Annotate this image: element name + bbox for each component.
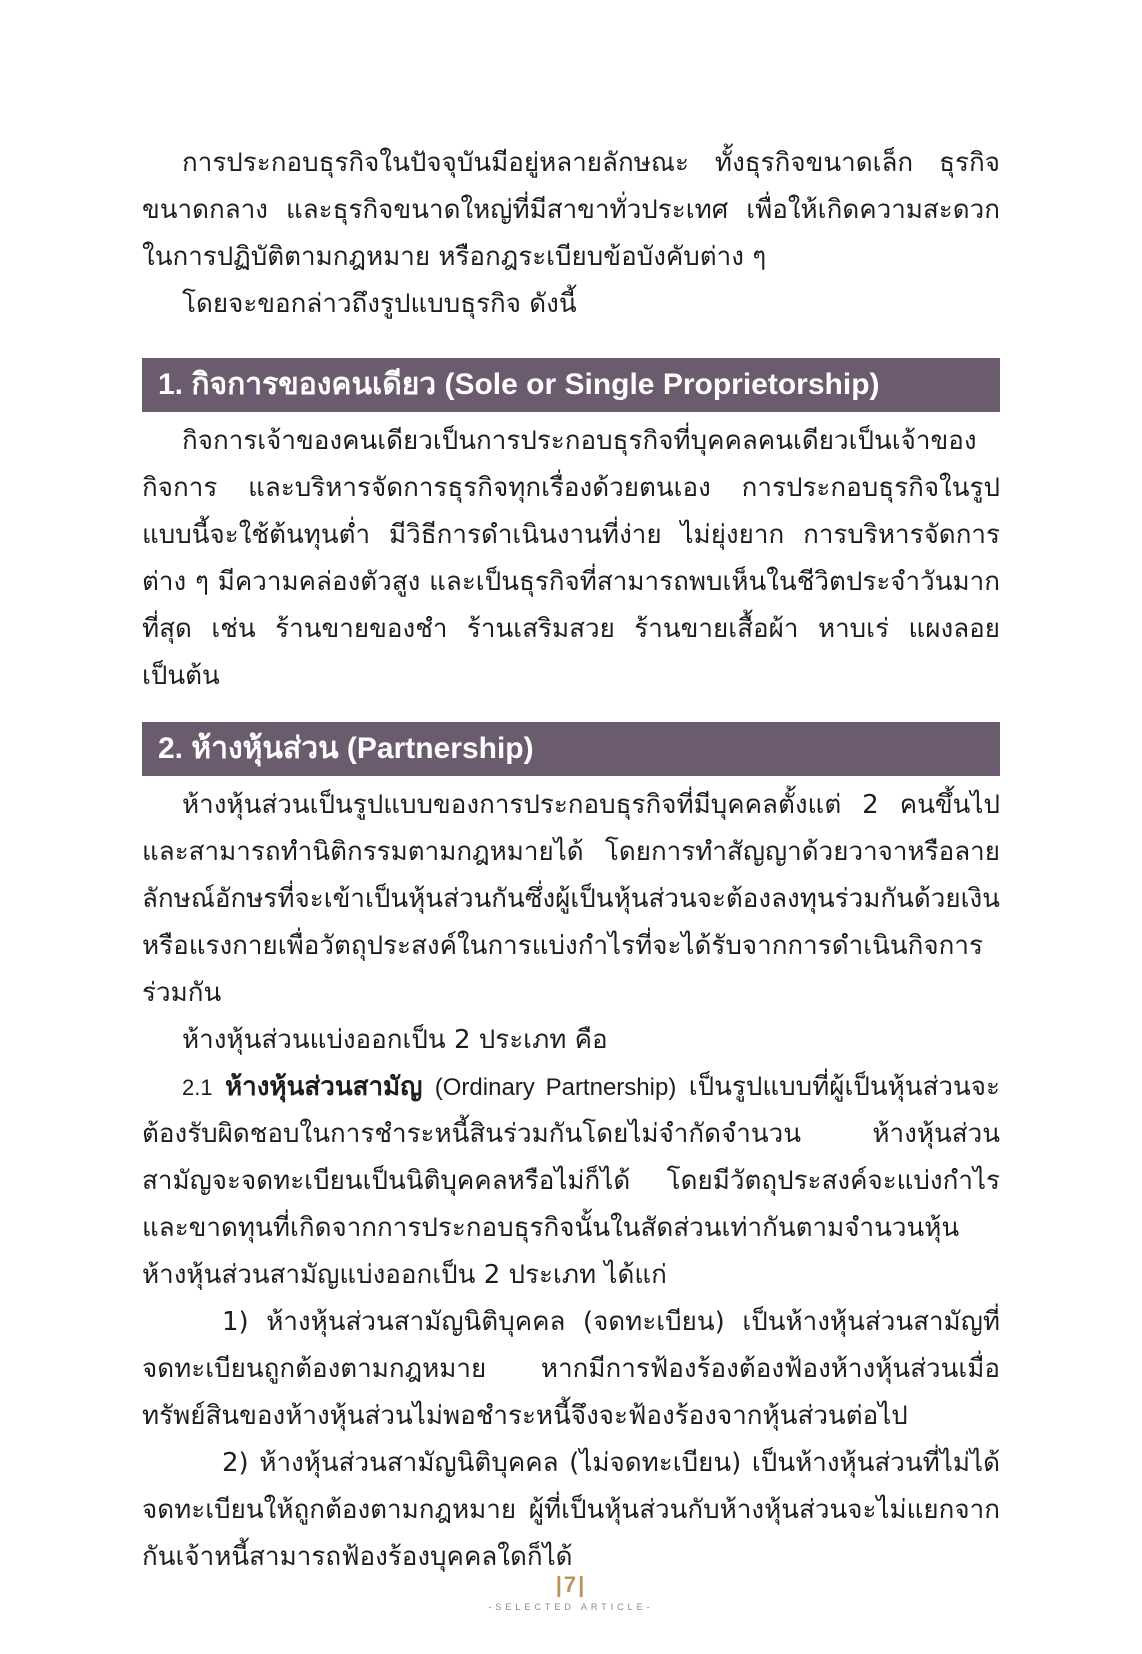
section-1-body: กิจการเจ้าของคนเดียวเป็นการประกอบธุรกิจที่บุคคลคนเดียวเป็นเจ้าของกิจการ และบริหารจัดการธุรกิจทุกเรื่องด้วยตนเอง การประกอบธุรกิจในรูปแบบนี้จะใช้ต้นทุนต่ำ มีวิธีการดำเนินงานที่ง่าย ไม่ยุ่งยาก การบริหารจัดการต่าง ๆ มีความคล่องตัวสูง และเป็นธุรกิจที่สามารถพบเห็นในชีวิตประจำวันมากที่สุด เช่น ร้านขายของชำ ร้านเสริมสวย ร้านขายเสื้อผ้า หาบเร่ แผงลอย เป็นต้น [142,426,1000,691]
page-footer [0,1572,1142,1612]
section-2-body: ห้างหุ้นส่วนเป็นรูปแบบของการประกอบธุรกิจที่มีบุคคลตั้งแต่ 2 คนขึ้นไป และสามารถทำนิติกรรมตามกฎหมายได้ โดยการทำสัญญาด้วยวาจาหรือลายลักษณ์อักษรที่จะเข้าเป็นหุ้นส่วนกันซึ่งผู้เป็นหุ้นส่วนจะต้องลงทุนร่วมกันด้วยเงินหรือแรงกายเพื่อวัตถุประสงค์ในการแบ่งกำไรที่จะได้รับจากการดำเนินกิจการร่วมกัน [142,790,1000,1008]
footer-label: -SELECTED ARTICLE- [488,1602,654,1612]
subsection-2-1 [142,1064,1000,1299]
section-2-types-intro: ห้างหุ้นส่วนแบ่งออกเป็น 2 ประเภท คือ [182,1025,608,1055]
section-1-heading: 1. กิจการของคนเดียว (Sole or Single Proprietorship) [142,358,1000,412]
list-item-1: 1) ห้างหุ้นส่วนสามัญนิติบุคคล (จดทะเบียน) เป็นห้างหุ้นส่วนสามัญที่จดทะเบียนถูกต้องตามกฎหมาย หากมีการฟ้องร้องต้องฟ้องห้างหุ้นส่วนเมื่อทรัพย์สินของห้างหุ้นส่วนไม่พอชำระหนี้จึงจะฟ้องร้องจากหุ้นส่วนต่อไป [142,1307,1000,1431]
section-2-heading: 2. ห้างหุ้นส่วน (Partnership) [142,722,1000,776]
subsection-2-1-english: (Ordinary Partnership) [434,1074,677,1101]
intro-paragraph-1: การประกอบธุรกิจในปัจจุบันมีอยู่หลายลักษณะ ทั้งธุรกิจขนาดเล็ก ธุรกิจขนาดกลาง และธุรกิจขนาดใหญ่ที่มีสาขาทั่วประเทศ เพื่อให้เกิดความสะดวกในการปฏิบัติตามกฎหมาย หรือกฎระเบียบข้อบังคับต่าง ๆ [142,148,1000,272]
page-number: |7| [555,1572,587,1597]
page-content [142,140,1000,1581]
list-item-2: 2) ห้างหุ้นส่วนสามัญนิติบุคคล (ไม่จดทะเบียน) เป็นห้างหุ้นส่วนที่ไม่ได้จดทะเบียนให้ถูกต้องตามกฎหมาย ผู้ที่เป็นหุ้นส่วนกับห้างหุ้นส่วนจะไม่แยกจากกันเจ้าหนี้สามารถฟ้องร้องบุคคลใดก็ได้ [142,1448,1000,1572]
subsection-2-1-title: ห้างหุ้นส่วนสามัญ [225,1072,423,1102]
subsection-2-1-number: 2.1 [182,1075,213,1100]
intro-paragraph-2: โดยจะขอกล่าวถึงรูปแบบธุรกิจ ดังนี้ [182,289,577,319]
subsection-2-1-body: เป็นรูปแบบที่ผู้เป็นหุ้นส่วนจะต้องรับผิดชอบในการชำระหนี้สินร่วมกันโดยไม่จำกัดจำนวน ห้างหุ้นส่วนสามัญจะจดทะเบียนเป็นนิติบุคคลหรือไม่ก็ได้ โดยมีวัตถุประสงค์จะแบ่งกำไรและขาดทุนที่เกิดจากการประกอบธุรกิจนั้นในสัดส่วนเท่ากันตามจำนวนหุ้น ห้างหุ้นส่วนสามัญแบ่งออกเป็น 2 ประเภท ได้แก่ [142,1072,1001,1290]
